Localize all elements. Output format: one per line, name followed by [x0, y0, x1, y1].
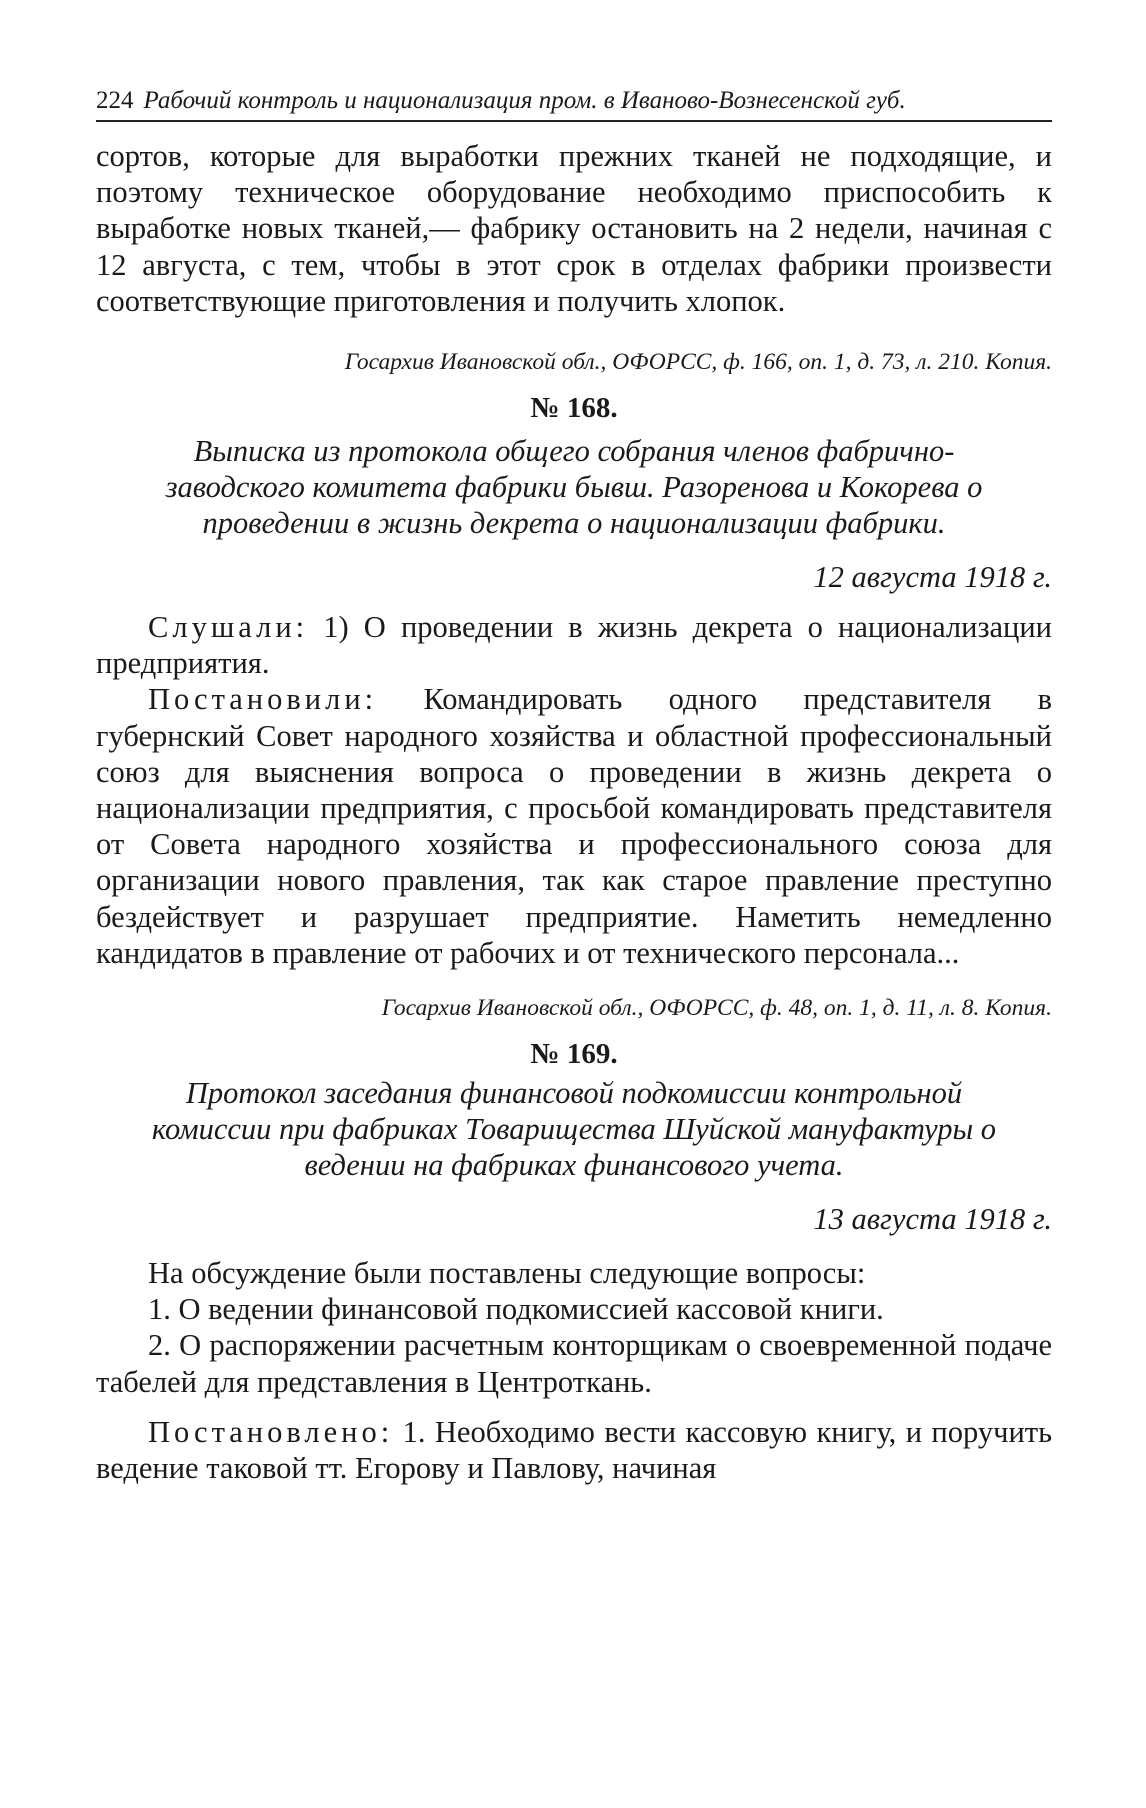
decided-text: 1. Необходимо вести кассовую книгу, и поручить ведение таковой тт. Егорову и Павлову, начиная: [96, 1414, 1053, 1486]
heard-label: Слушали:: [148, 610, 309, 645]
resolved-paragraph: [96, 681, 1052, 971]
heard-paragraph: [96, 609, 1052, 681]
running-title: Рабочий контроль и национализация пром. в Иваново-Вознесенской губ.: [143, 87, 906, 114]
running-header: [96, 86, 1052, 122]
decided-label: Постановлено:: [148, 1414, 394, 1449]
doc-date-168: 12 августа 1918 г.: [813, 560, 1052, 595]
document-page: [96, 86, 1052, 1486]
agenda-item-1: 1. О ведении финансовой подкомиссией кассовой книги.: [148, 1292, 884, 1327]
source-citation-2: Госархив Ивановской обл., ОФОРСС, ф. 48, оп. 1, д. 11, л. 8. Копия.: [381, 995, 1052, 1022]
doc-date-169: 13 августа 1918 г.: [813, 1202, 1052, 1237]
doc-title-169: Протокол заседания финансовой подкомиссии контрольной комиссии при фабриках Товарищества Шуйской мануфактуры о ведении на фабриках финансового учета.: [151, 1076, 997, 1183]
page-number: 224: [96, 87, 134, 114]
resolved-label: Постановили:: [148, 682, 378, 717]
agenda-item-2: 2. О распоряжении расчетным конторщикам о своевременной подаче табелей для представления в Центроткань.: [96, 1328, 1052, 1399]
decided-paragraph: [96, 1414, 1052, 1486]
doc-number-169: № 169.: [530, 1038, 618, 1071]
agenda-intro: На обсуждение были поставлены следующие вопросы:: [148, 1256, 866, 1291]
doc-title-168: Выписка из протокола общего собрания членов фабрично-заводского комитета фабрики бывш. Разоренова и Кокорева о проведении в жизнь декрета о национализации фабрики.: [165, 434, 983, 541]
source-citation-1: Госархив Ивановской обл., ОФОРСС, ф. 166, оп. 1, д. 73, л. 210. Копия.: [344, 349, 1052, 376]
continuation-paragraph: сортов, которые для выработки прежних тканей не подходящие, и поэтому техническое оборудование необходимо приспособить к выработке новых тканей,— фабрику остановить на 2 недели, начиная с 12 августа, с тем, чтобы в этот срок в отделах фабрики произвести соответствующие приготовления и получить хлопок.: [96, 139, 1052, 318]
heard-text: 1) О проведении в жизнь декрета о национализации предприятия.: [96, 610, 1053, 681]
resolved-text: Командировать одного представителя в губернский Совет народного хозяйства и областной профессиональный союз для выяснения вопроса о проведении в жизнь декрета о национализации предприятия, с просьбой командировать представителя от Совета народного хозяйства и профессионального союза для организации нового правления, так как старое правление преступно бездействует и разрушает предприятие. Наметить немедленно кандидатов в правление от рабочих и от технического персонала...: [96, 682, 1053, 970]
doc-number-168: № 168.: [530, 392, 618, 425]
